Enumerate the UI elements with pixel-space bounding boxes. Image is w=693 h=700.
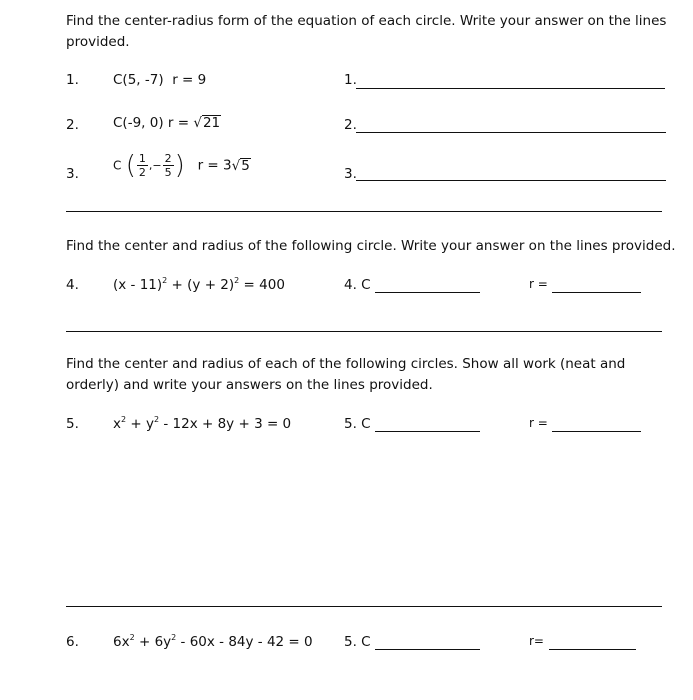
answer-3-line[interactable] xyxy=(356,180,666,181)
answer-2-label: 2. xyxy=(344,117,357,133)
problem-3-number: 3. xyxy=(66,166,79,182)
minus-sign: − xyxy=(152,159,162,172)
problem-4-equation: $(x - 11)^2 + (y + 2)^2 = 400$ xyxy=(113,276,285,293)
problem-6-number: 6. xyxy=(66,634,79,650)
answer-4-center-label: 4. C xyxy=(344,277,371,293)
problem-2-equation xyxy=(113,115,221,131)
problem-2-number: 2. xyxy=(66,117,79,133)
problem-3-radius: r = 3 xyxy=(197,157,232,174)
section-divider-2 xyxy=(66,331,662,332)
section-divider-1 xyxy=(66,211,662,212)
answer-5-center-line[interactable] xyxy=(375,431,480,432)
answer-5-center-label: 5. C xyxy=(344,416,371,432)
answer-2-line[interactable] xyxy=(356,132,666,133)
problem-4-number: 4. xyxy=(66,277,79,293)
sqrt-icon: √21 xyxy=(193,115,221,131)
problem-2-radicand: 21 xyxy=(202,115,221,131)
answer-1-line[interactable] xyxy=(356,88,665,89)
comma: , xyxy=(148,159,153,172)
left-paren-icon: ( xyxy=(125,150,136,181)
problem-6-equation: $6x^2 + 6y^2 - 60x - 84y - 42 = 0$ xyxy=(113,633,313,650)
section3-instructions-line2: orderly) and write your answers on the lines provided. xyxy=(66,377,433,393)
fraction-2: $\frac{2}{5}$ xyxy=(164,152,172,179)
answer-4-r-label: r = xyxy=(529,277,548,291)
problem-1-equation xyxy=(113,72,206,88)
answer-3-label: 3. xyxy=(344,166,357,182)
answer-6-r-line[interactable] xyxy=(549,649,636,650)
answer-5-r-label: r = xyxy=(529,416,548,430)
right-paren-icon: ) xyxy=(174,150,185,181)
section-divider-3 xyxy=(66,606,662,607)
answer-4-r-line[interactable] xyxy=(552,292,641,293)
fraction-1: $\frac{1}{2}$ xyxy=(138,152,146,179)
answer-6-center-line[interactable] xyxy=(375,649,480,650)
problem-3-equation xyxy=(113,152,251,179)
problem-1-number: 1. xyxy=(66,72,79,88)
answer-6-center-label: 5. C xyxy=(344,634,371,650)
answer-5-r-line[interactable] xyxy=(552,431,641,432)
problem-1-radius: r = 9 xyxy=(172,72,207,88)
section3-instructions-line1: Find the center and radius of each of the following circles. Show all work (neat and xyxy=(66,356,626,372)
answer-6-r-label: r= xyxy=(529,634,544,648)
problem-5-equation: $x^2 + y^2 - 12x + 8y + 3 = 0$ xyxy=(113,415,292,432)
problem-5-number: 5. xyxy=(66,416,79,432)
section1-instructions: Find the center-radius form of the equation of each circle. Write your answer on the lines provided. xyxy=(66,13,667,50)
answer-4-center-line[interactable] xyxy=(375,292,480,293)
section2-instructions: Find the center and radius of the following circle. Write your answer on the lines provided. xyxy=(66,238,676,254)
problem-3-radicand: 5 xyxy=(241,157,250,174)
problem-1-center: C(5, -7) xyxy=(113,72,164,88)
problem-3-c: C xyxy=(113,158,122,173)
answer-1-label: 1. xyxy=(344,72,357,88)
problem-2-center: C(-9, 0) r = xyxy=(113,115,194,131)
sqrt-icon: √5 xyxy=(231,157,250,174)
